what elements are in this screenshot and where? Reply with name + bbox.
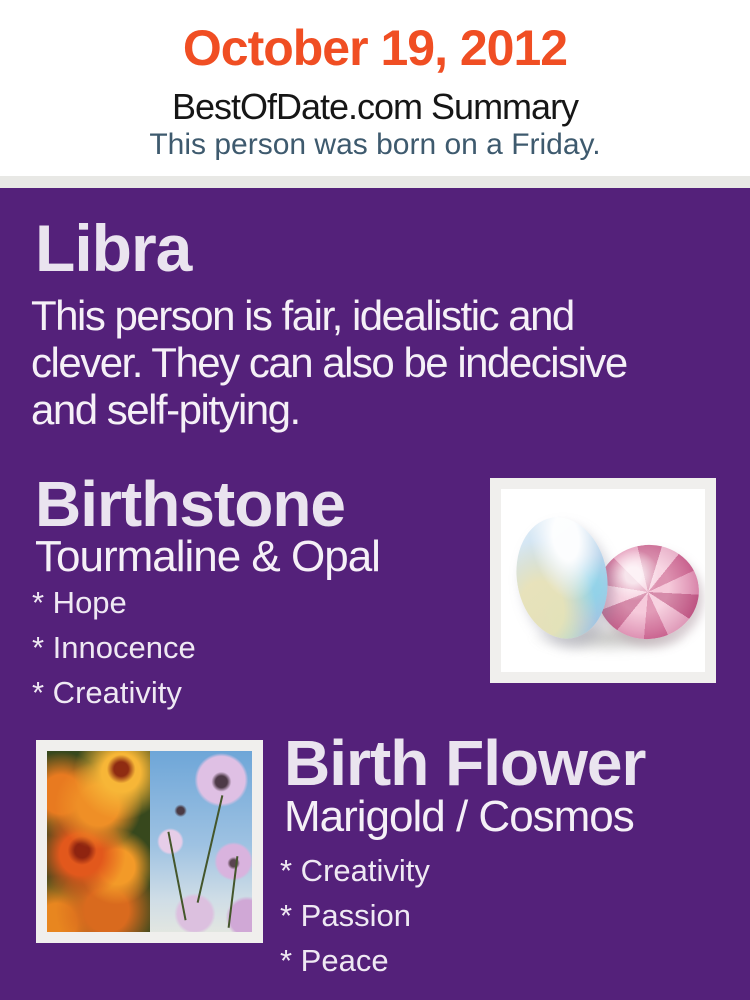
birth-flower-name: Marigold / Cosmos <box>284 792 634 841</box>
birth-flower-trait-list <box>280 848 430 983</box>
flower-stem <box>227 856 238 928</box>
birthstone-name: Tourmaline & Opal <box>35 532 380 581</box>
birthstone-trait-list <box>32 580 196 715</box>
birth-flower-title: Birth Flower <box>284 727 646 799</box>
birthstone-trait: * Innocence <box>32 630 196 665</box>
birthstone-title: Birthstone <box>35 468 345 540</box>
birth-flower-image <box>47 751 252 932</box>
site-summary-title: BestOfDate.com Summary <box>171 86 579 127</box>
cosmos-photo-half <box>150 751 253 932</box>
page-title-date: October 19, 2012 <box>182 20 568 76</box>
zodiac-title: Libra <box>35 211 192 285</box>
birthstone-image <box>501 489 705 672</box>
birth-flower-trait: * Passion <box>280 898 411 933</box>
marigold-photo-half <box>47 751 150 932</box>
flower-stem <box>168 831 187 920</box>
birthstone-trait: * Hope <box>32 585 127 620</box>
birth-flower-image-frame <box>36 740 263 943</box>
zodiac-description: This person is fair, idealistic and clever. They can also be indecisive and self-pitying. <box>31 292 627 433</box>
birthstone-image-frame <box>490 478 716 683</box>
birth-flower-trait: * Creativity <box>280 853 430 888</box>
birth-flower-trait: * Peace <box>280 943 389 978</box>
header-divider <box>0 176 750 188</box>
born-day-line: This person was born on a Friday. <box>149 128 601 161</box>
birthstone-trait: * Creativity <box>32 675 182 710</box>
flower-stem <box>197 796 224 904</box>
